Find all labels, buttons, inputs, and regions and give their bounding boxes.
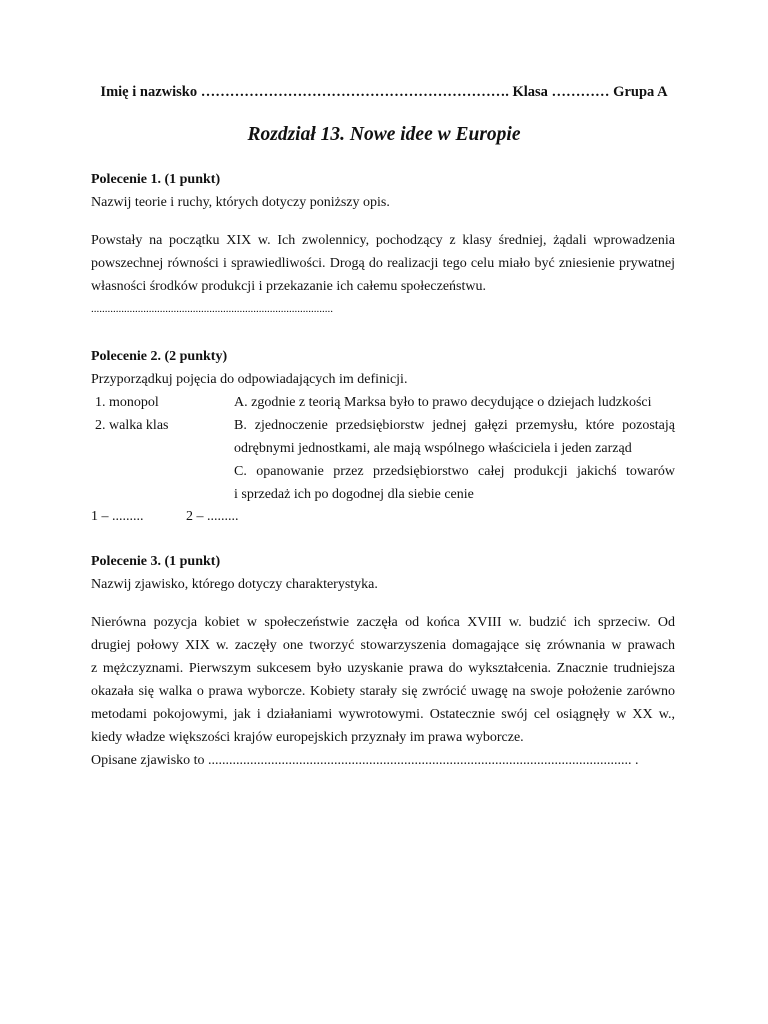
task-1-heading: Polecenie 1. (1 punkt) (91, 172, 221, 187)
definition-c (234, 460, 675, 506)
task-1-answer-line[interactable]: ........................................................................................ (91, 303, 333, 315)
task-2 (91, 345, 675, 391)
task-3-heading: Polecenie 3. (1 punkt) (91, 554, 221, 569)
task-1-text-line: powszechnej równości i sprawiedliwości. Drogą do realizacji tego celu miało być zniesienie prywatnej (91, 256, 675, 271)
term-monopol: 1. monopol (95, 395, 159, 410)
definition-b-line: B. zjednoczenie przedsiębiorstw jednej gałęzi przemysłu, które pozostają (234, 418, 675, 433)
task-3-text (91, 611, 675, 749)
page-title: Rozdział 13. Nowe idee w Europie (247, 124, 521, 145)
definition-b-line: odrębnymi jednostkami, ale mają wspólnego właściciela i jeden zarząd (234, 441, 632, 456)
matching-row (91, 391, 675, 414)
task-3 (91, 550, 675, 596)
task-1-text (91, 229, 675, 298)
task-1 (91, 168, 675, 214)
task-2-answers (91, 505, 239, 528)
definition-c-line: i sprzedaż ich po dogodnej dla siebie cenie (234, 487, 474, 502)
definition-c-line: C. opanowanie przez przedsiębiorstwo całej produkcji jakichś towarów (234, 464, 675, 479)
task-3-text-line: metodami pokojowymi, jak i działaniami wywrotowymi. Ostatecznie swój cel osiągnęły w XX w., (91, 707, 675, 722)
term-walka-klas: 2. walka klas (95, 418, 169, 433)
matching-row (91, 414, 675, 460)
task-1-text-line: własności środków produkcji i przekazanie ich całemu społeczeństwu. (91, 279, 486, 294)
task-2-instruction: Przyporządkuj pojęcia do odpowiadających im definicji. (91, 372, 408, 387)
definition-b (234, 414, 675, 460)
name-label: Imię i nazwisko (100, 84, 198, 100)
student-header (0, 84, 768, 101)
task-2-heading: Polecenie 2. (2 punkty) (91, 349, 228, 364)
name-field[interactable]: ………………………………………………………. (200, 84, 509, 100)
matching-row (91, 460, 675, 506)
task-1-instruction: Nazwij teorie i ruchy, których dotyczy poniższy opis. (91, 195, 390, 210)
group-label: Grupa A (613, 84, 668, 100)
task-1-text-line: Powstały na początku XIX w. Ich zwolennicy, pochodzący z klasy średniej, żądali wprowadzenia (91, 233, 675, 248)
task-3-text-line: kiedy władze większości krajów europejskich przyznały im prawa wyborcze. (91, 730, 524, 745)
task-3-text-line: Nierówna pozycja kobiet w społeczeństwie zaczęła od końca XVIII w. budzić ich sprzeciw. Od (91, 615, 675, 630)
task-3-instruction: Nazwij zjawisko, którego dotyczy charakterystyka. (91, 577, 378, 592)
task-3-text-line: okazała się walka o prawa wyborcze. Kobiety starały się zwrócić uwagę na swoje położenie zarówno (91, 684, 675, 699)
matching-table (91, 391, 675, 506)
task-3-text-line: z mężczyznami. Pierwszym sukcesem było uzyskanie prawa do wykształcenia. Znacznie trudniejsza (91, 661, 675, 676)
task-3-answer-line[interactable]: Opisane zjawisko to ......................................................................................................................... . (91, 753, 639, 768)
class-field[interactable]: ………… (551, 84, 610, 100)
definition-a-line: A. zgodnie z teorią Marksa było to prawo decydujące o dziejach ludzkości (234, 395, 652, 410)
definition-a (234, 391, 675, 414)
task-3-text-line: drugiej połowy XIX w. zaczęły one tworzyć stowarzyszenia domagające się zrównania w prawach (91, 638, 675, 653)
class-label: Klasa (512, 84, 548, 100)
answer-1-field[interactable]: 1 – ......... (91, 509, 144, 524)
answer-2-field[interactable]: 2 – ......... (186, 509, 239, 524)
